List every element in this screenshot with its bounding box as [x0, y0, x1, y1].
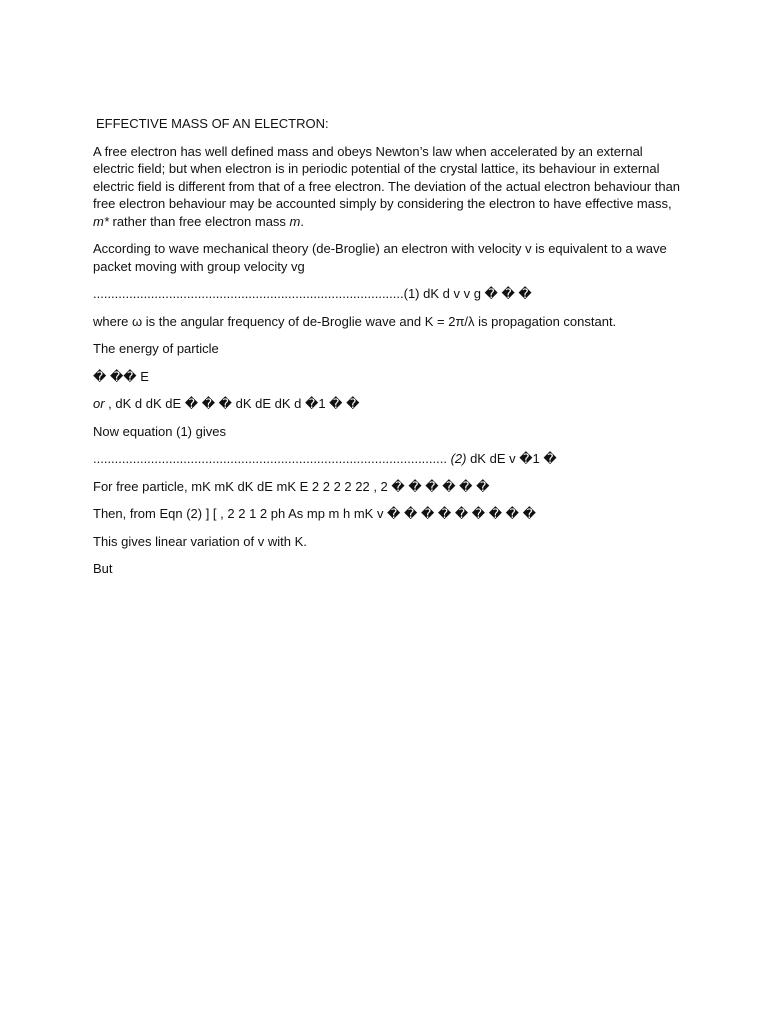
- intro-text-start: A free electron has well defined mass and obeys Newton’s law when accelerated by an external electric field; but when electron is in periodic potential of the crystal lattice, its behaviour in external electric field is different from that of a free electron. The deviation of the actual electron behaviour than free electron behaviour may be accounted simply by considering the electron to have effective mass,: [93, 143, 681, 211]
- now-equation-line: Now equation (1) gives: [93, 423, 226, 439]
- wave-theory-paragraph: According to wave mechanical theory (de-Broglie) an electron with velocity v is equivalent to a wave packet moving with group velocity vg: [93, 241, 667, 274]
- free-mass-symbol: m: [289, 213, 301, 229]
- but-line: But: [93, 561, 113, 576]
- intro-text-middle: rather than free electron mass: [108, 213, 290, 229]
- or-equation-text: , dK d dK dE � � � dK dE dK d �1 � �: [104, 396, 360, 411]
- energy-line: The energy of particle: [93, 341, 219, 356]
- section-heading: EFFECTIVE MASS OF AN ELECTRON:: [96, 116, 329, 131]
- equation-2-dots: ..................................................................................................: [93, 451, 451, 466]
- intro-text-end: .: [300, 213, 305, 229]
- equation-1-line: ......................................................................................(1) dK d v v g � � �: [93, 286, 532, 301]
- equation-2-text: dK dE v �1 �: [466, 451, 557, 466]
- effective-mass-symbol: m*: [93, 213, 109, 229]
- free-particle-line: For free particle, mK mK dK dE mK E 2 2 2 2 22 , 2 � � � � � �: [93, 478, 490, 494]
- equation-2-label: (2): [450, 451, 467, 466]
- or-label: or: [93, 396, 105, 411]
- document-body: [93, 115, 681, 588]
- linear-variation-line: This gives linear variation of v with K.: [93, 533, 307, 549]
- equation-2-line: [93, 450, 681, 468]
- omega-definition-line: where ω is the angular frequency of de-Broglie wave and K = 2π/λ is propagation constant.: [93, 313, 617, 329]
- or-equation-line: [93, 395, 681, 413]
- intro-paragraph: [93, 143, 681, 231]
- then-from-eqn-line: Then, from Eqn (2) ] [ , 2 2 1 2 ph As mp m h mK v � � � � � � � � �: [93, 506, 536, 521]
- energy-equation-line: � �� E: [93, 368, 149, 384]
